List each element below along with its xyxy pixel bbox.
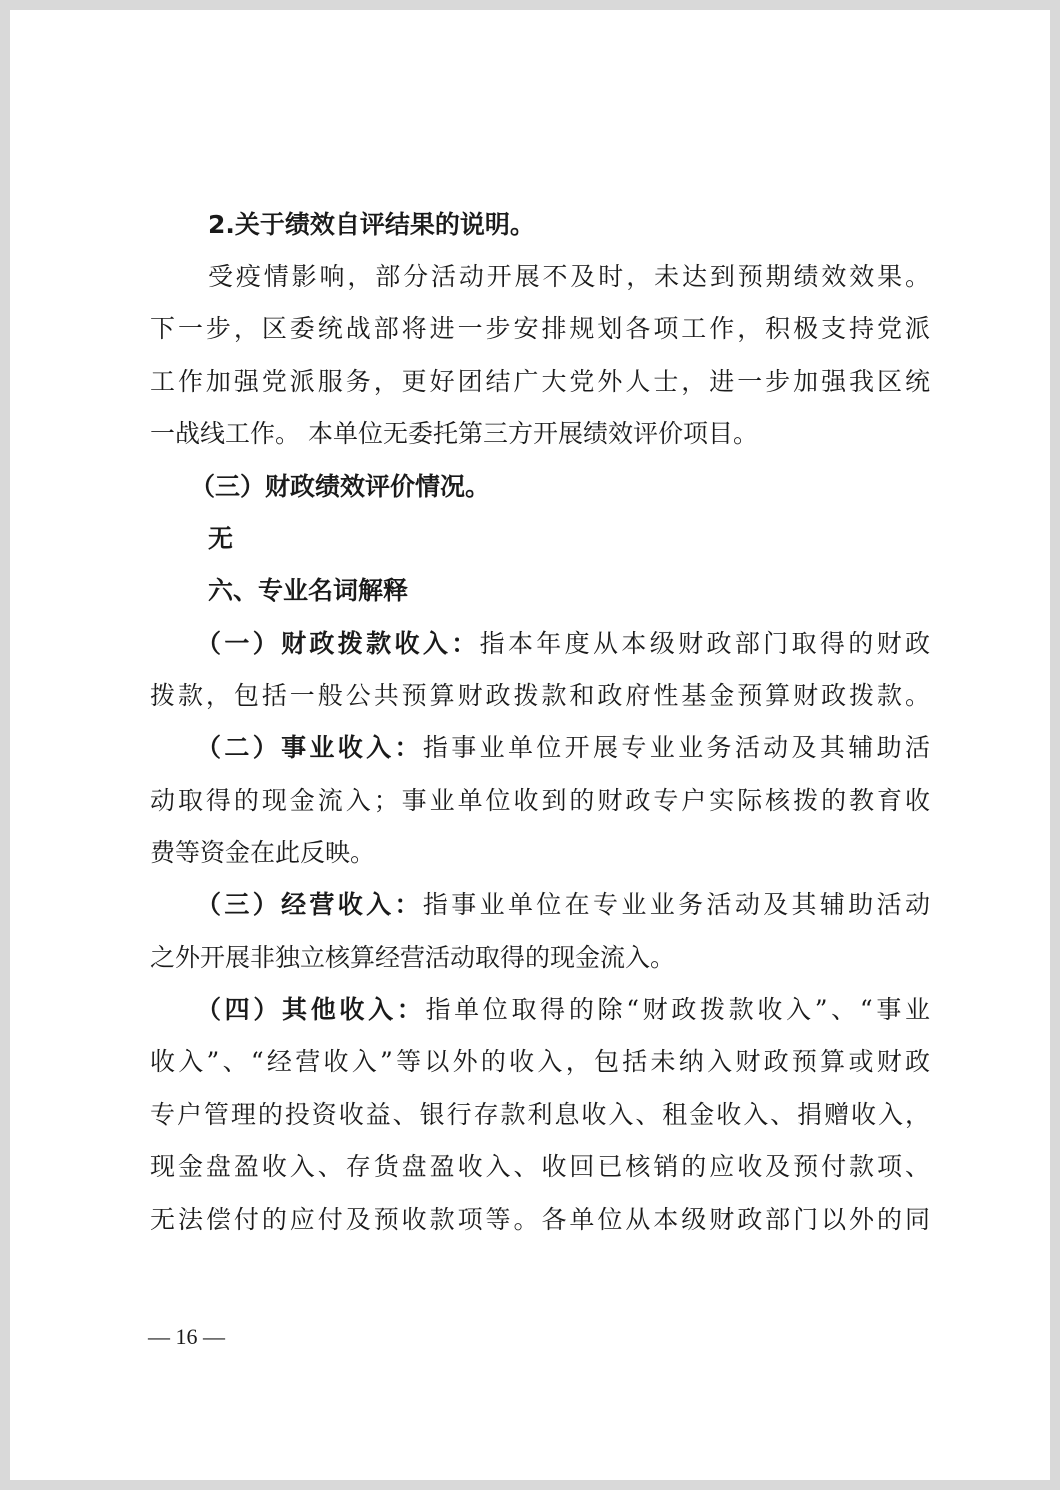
term-2-line — [196, 731, 930, 765]
section-six-title: 六、专业名词解释 — [208, 576, 409, 605]
paragraph-line: 工作加强党派服务，更好团结广大党外人士，进一步加强我区统 — [150, 367, 930, 396]
paragraph-line: 无法偿付的应付及预收款项等。各单位从本级财政部门以外的同 — [150, 1205, 930, 1234]
page-number: — 16 — — [148, 1324, 225, 1349]
term-1-definition: 指本年度从本级财政部门取得的财政 — [479, 629, 930, 658]
paragraph-line: 费等资金在此反映。 — [150, 838, 376, 867]
term-1-label: （一）财政拨款收入： — [196, 629, 480, 658]
paragraph-line: 动取得的现金流入；事业单位收到的财政专户实际核拨的教育收 — [150, 786, 930, 815]
term-3-definition: 指事业单位在专业业务活动及其辅助活动 — [422, 890, 930, 919]
term-1-line — [196, 627, 930, 661]
heading-self-evaluation: 2.关于绩效自评结果的说明。 — [208, 210, 535, 239]
heading-fiscal-evaluation: （三）财政绩效评价情况。 — [190, 472, 491, 501]
paragraph-line: 收入”、“经营收入”等以外的收入，包括未纳入财政预算或财政 — [150, 1047, 930, 1076]
term-3-line — [196, 888, 930, 922]
term-4-definition: 指单位取得的除“财政拨款收入”、“事业 — [425, 995, 930, 1024]
paragraph-line: 之外开展非独立核算经营活动取得的现金流入。 — [150, 943, 676, 972]
paragraph-line: 专户管理的投资收益、银行存款利息收入、租金收入、捐赠收入， — [150, 1100, 930, 1129]
term-3-label: （三）经营收入： — [196, 890, 423, 919]
none-text: 无 — [208, 524, 234, 553]
term-2-definition: 指事业单位开展专业业务活动及其辅助活 — [422, 733, 930, 762]
paragraph-line: 受疫情影响，部分活动开展不及时，未达到预期绩效效果。 — [208, 262, 930, 291]
term-4-label: （四）其他收入： — [196, 995, 426, 1024]
paragraph-line: 下一步，区委统战部将进一步安排规划各项工作，积极支持党派 — [150, 314, 930, 343]
paragraph-line: 拨款，包括一般公共预算财政拨款和政府性基金预算财政拨款。 — [150, 681, 930, 710]
document-page — [10, 10, 1050, 1480]
paragraph-line: 一战线工作。 本单位无委托第三方开展绩效评价项目。 — [150, 419, 758, 448]
paragraph-line: 现金盘盈收入、存货盘盈收入、收回已核销的应收及预付款项、 — [150, 1152, 930, 1181]
term-2-label: （二）事业收入： — [196, 733, 423, 762]
term-4-line — [196, 993, 930, 1027]
